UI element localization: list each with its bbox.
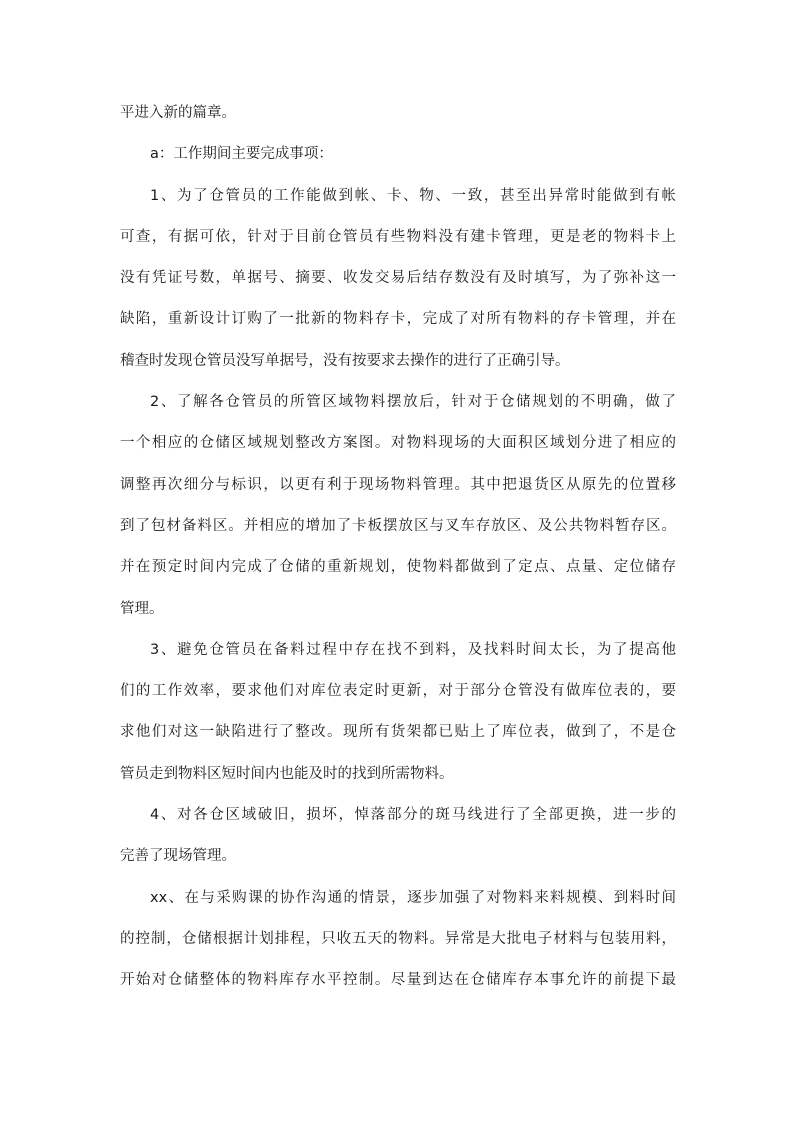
text-line: 稽查时发现仓管员没写单据号，没有按要求去操作的进行了正确引导。 <box>120 352 570 369</box>
text-line: 们的工作效率，要求他们对库位表定时更新，对于部分仓管没有做库位表的，要 <box>120 683 676 700</box>
text-line: 1、为了仓管员的工作能做到帐、卡、物、一致，甚至出异常时能做到有帐 <box>150 187 676 204</box>
text-line: 到了包材备料区。并相应的增加了卡板摆放区与叉车存放区、及公共物料暂存区。 <box>120 517 676 534</box>
text-line: 开始对仓储整体的物料库存水平控制。尽量到达在仓储库存本事允许的前提下最 <box>120 972 676 989</box>
text-line: 缺陷，重新设计订购了一批新的物料存卡，完成了对所有物料的存卡管理，并在 <box>120 311 676 328</box>
text-line: 没有凭证号数，单据号、摘要、收发交易后结存数没有及时填写，为了弥补这一 <box>120 270 676 287</box>
text-line: 3、避免仓管员在备料过程中存在找不到料，及找料时间太长，为了提高他 <box>150 641 676 658</box>
text-line: 可查，有据可依，针对于目前仓管员有些物料没有建卡管理，更是老的物料卡上 <box>120 228 676 245</box>
text-line: 一个相应的仓储区域规划整改方案图。对物料现场的大面积区域划分进了相应的 <box>120 435 676 452</box>
document-body <box>120 103 676 1012</box>
text-line: 管理。 <box>120 600 164 617</box>
text-line: xx、在与采购课的协作沟通的情景，逐步加强了对物料来料规模、到料时间 <box>150 889 676 906</box>
text-line: 求他们对这一缺陷进行了整改。现所有货架都已贴上了库位表，做到了，不是仓 <box>120 724 676 741</box>
text-line: 并在预定时间内完成了仓储的重新规划，使物料都做到了定点、点量、定位储存 <box>120 559 676 576</box>
text-line: 完善了现场管理。 <box>120 848 236 865</box>
text-line: 平进入新的篇章。 <box>120 105 236 121</box>
text-line: 调整再次细分与标识，以更有利于现场物料管理。其中把退货区从原先的位置移 <box>120 476 676 493</box>
text-line: 2、了解各仓管员的所管区域物料摆放后，针对于仓储规划的不明确，做了 <box>150 394 676 411</box>
text-line: 4、对各仓区域破旧，损坏，悼落部分的斑马线进行了全部更换，进一步的 <box>150 807 676 824</box>
text-line: 的控制，仓储根据计划排程，只收五天的物料。异常是大批电子材料与包装用料， <box>120 930 676 947</box>
text-line: a：工作期间主要完成事项： <box>150 146 333 163</box>
text-line: 管员走到物料区短时间内也能及时的找到所需物料。 <box>120 765 454 782</box>
